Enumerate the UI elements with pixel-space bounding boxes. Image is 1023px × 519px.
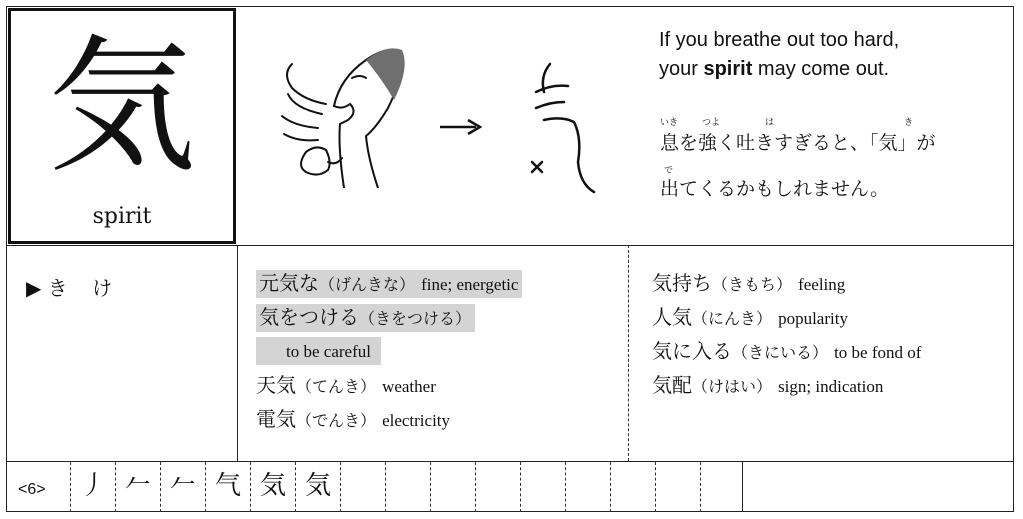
kanji-mnemonic-illustration	[522, 58, 602, 198]
stroke-grid-line	[430, 462, 431, 512]
stroke-count: <6>	[18, 481, 46, 498]
furigana-de: で	[664, 166, 674, 176]
furigana-tsuyo: つよ	[702, 118, 721, 128]
stroke-grid-line	[700, 462, 701, 512]
kanji-character: 気	[48, 21, 196, 193]
stroke-step-6: 気	[304, 471, 331, 501]
stroke-grid-line	[610, 462, 611, 512]
readings	[26, 272, 112, 301]
kanji-meaning: spirit	[92, 204, 152, 229]
mnemonic-english-line-1: If you breathe out too hard,	[659, 29, 900, 51]
mnemonic-japanese-line-2: 出てくるかもしれません。	[660, 178, 890, 200]
stroke-step-2: 𠂉	[124, 471, 151, 501]
stroke-grid-line	[655, 462, 656, 512]
vocab-item: 気配（けはい） sign; indication	[652, 373, 884, 397]
vocab-item: 気持ち（きもち） feeling	[652, 271, 846, 295]
hand	[301, 147, 330, 174]
vocab-item: 気に入る（きにいる） to be fond of	[652, 339, 922, 363]
stroke-step-1: 丿	[79, 471, 106, 501]
arrow-right-icon	[438, 117, 482, 137]
vocab-item	[256, 266, 522, 300]
vocab-item: 電気（でんき） electricity	[256, 407, 451, 431]
mnemonic-english-line-2: your spirit may come out.	[659, 58, 890, 80]
mnemonic-keyword: spirit	[703, 58, 753, 80]
breathing-person-illustration	[270, 38, 430, 188]
stroke-grid-line	[475, 462, 476, 512]
furigana-ha: は	[765, 118, 775, 128]
stroke-step-5: 気	[259, 471, 286, 501]
stroke-grid-line	[340, 462, 341, 512]
vocab-highlight: 元気な（げんきな） fine; energetic	[256, 270, 522, 298]
stroke-grid-end	[742, 462, 743, 512]
vocab-list-left	[256, 266, 522, 436]
mnemonic-japanese-line-1: 息を強く吐きすぎると、「気」が	[660, 132, 936, 154]
vocab-item: 人気（にんき） popularity	[652, 305, 848, 329]
stroke-step-3: 𠂉	[169, 471, 196, 501]
vocab-item	[256, 300, 522, 334]
vocab-item-meaning-line	[256, 334, 522, 368]
stroke-grid-line	[565, 462, 566, 512]
breath-line-1	[287, 64, 326, 104]
hair	[366, 48, 405, 100]
kanji-card	[8, 8, 236, 244]
stroke-section-divider	[6, 461, 1014, 462]
vocab-highlight: 気をつける（きをつける）	[256, 304, 475, 332]
vocab-item: 天気（てんき） weather	[256, 373, 436, 397]
stroke-step-4: 气	[214, 471, 241, 501]
reading-on: け	[92, 276, 113, 300]
vocab-highlight: to be careful	[256, 337, 381, 365]
top-section-divider	[6, 245, 1014, 246]
vocab-divider	[628, 245, 629, 461]
reading-kun: き	[47, 276, 68, 300]
readings-divider	[237, 245, 238, 461]
furigana-ki: き	[904, 118, 914, 128]
vocab-list-right	[652, 266, 921, 402]
furigana-iki: いき	[660, 118, 679, 128]
stroke-grid-line	[385, 462, 386, 512]
reading-marker-icon: ▶	[26, 276, 42, 300]
stroke-grid-line	[520, 462, 521, 512]
